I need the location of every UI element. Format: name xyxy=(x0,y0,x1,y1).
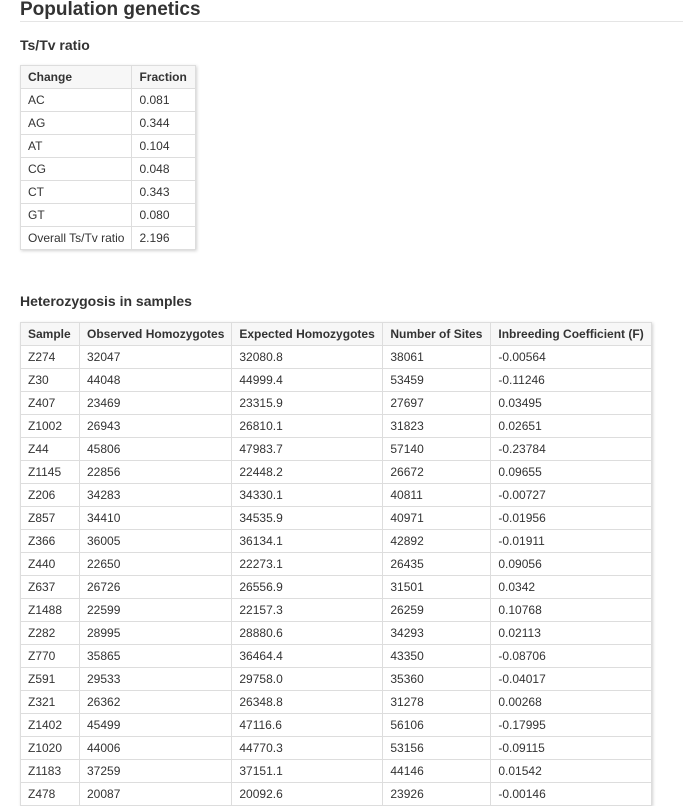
number-of-sites-cell: 31278 xyxy=(383,691,491,714)
column-header-change: Change xyxy=(21,66,132,89)
number-of-sites-cell: 26259 xyxy=(383,599,491,622)
number-of-sites-cell: 42892 xyxy=(383,530,491,553)
table-row xyxy=(21,737,652,760)
expected-homozygotes-cell: 36134.1 xyxy=(232,530,383,553)
tstv-header-row xyxy=(21,66,196,89)
inbreeding-coefficient-cell: 0.02651 xyxy=(491,415,651,438)
observed-homozygotes-cell: 28995 xyxy=(80,622,232,645)
sample-cell: Z591 xyxy=(21,668,80,691)
fraction-cell: 0.343 xyxy=(132,181,196,204)
change-cell: AC xyxy=(21,89,132,112)
table-row xyxy=(21,507,652,530)
change-cell: CG xyxy=(21,158,132,181)
column-header-inbreeding-coefficient: Inbreeding Coefficient (F) xyxy=(491,323,651,346)
observed-homozygotes-cell: 45806 xyxy=(80,438,232,461)
table-row xyxy=(21,369,652,392)
table-row xyxy=(21,158,196,181)
fraction-cell: 0.048 xyxy=(132,158,196,181)
fraction-cell: 0.104 xyxy=(132,135,196,158)
fraction-cell: 0.344 xyxy=(132,112,196,135)
number-of-sites-cell: 40971 xyxy=(383,507,491,530)
table-row xyxy=(21,484,652,507)
table-row xyxy=(21,691,652,714)
expected-homozygotes-cell: 22157.3 xyxy=(232,599,383,622)
change-cell: AG xyxy=(21,112,132,135)
change-cell: GT xyxy=(21,204,132,227)
change-cell: CT xyxy=(21,181,132,204)
table-row xyxy=(21,415,652,438)
sample-cell: Z1402 xyxy=(21,714,80,737)
tstv-table xyxy=(20,65,196,250)
number-of-sites-cell: 56106 xyxy=(383,714,491,737)
number-of-sites-cell: 40811 xyxy=(383,484,491,507)
sample-cell: Z30 xyxy=(21,369,80,392)
sample-cell: Z857 xyxy=(21,507,80,530)
table-row xyxy=(21,135,196,158)
expected-homozygotes-cell: 20092.6 xyxy=(232,783,383,806)
number-of-sites-cell: 35360 xyxy=(383,668,491,691)
inbreeding-coefficient-cell: -0.01911 xyxy=(491,530,651,553)
table-row xyxy=(21,530,652,553)
title-divider xyxy=(20,21,683,22)
heterozygosis-table xyxy=(20,322,652,806)
inbreeding-coefficient-cell: 0.0342 xyxy=(491,576,651,599)
sample-cell: Z206 xyxy=(21,484,80,507)
sample-cell: Z770 xyxy=(21,645,80,668)
sample-cell: Z1488 xyxy=(21,599,80,622)
inbreeding-coefficient-cell: 0.10768 xyxy=(491,599,651,622)
column-header-observed-homozygotes: Observed Homozygotes xyxy=(80,323,232,346)
number-of-sites-cell: 26672 xyxy=(383,461,491,484)
number-of-sites-cell: 57140 xyxy=(383,438,491,461)
observed-homozygotes-cell: 22599 xyxy=(80,599,232,622)
table-row xyxy=(21,668,652,691)
expected-homozygotes-cell: 34330.1 xyxy=(232,484,383,507)
change-cell: AT xyxy=(21,135,132,158)
inbreeding-coefficient-cell: 0.03495 xyxy=(491,392,651,415)
expected-homozygotes-cell: 44770.3 xyxy=(232,737,383,760)
column-header-number-of-sites: Number of Sites xyxy=(383,323,491,346)
sample-cell: Z282 xyxy=(21,622,80,645)
observed-homozygotes-cell: 29533 xyxy=(80,668,232,691)
column-header-sample: Sample xyxy=(21,323,80,346)
heterozygosis-header-row xyxy=(21,323,652,346)
expected-homozygotes-cell: 47983.7 xyxy=(232,438,383,461)
inbreeding-coefficient-cell: -0.01956 xyxy=(491,507,651,530)
observed-homozygotes-cell: 34283 xyxy=(80,484,232,507)
number-of-sites-cell: 53459 xyxy=(383,369,491,392)
column-header-expected-homozygotes: Expected Homozygotes xyxy=(232,323,383,346)
observed-homozygotes-cell: 26362 xyxy=(80,691,232,714)
number-of-sites-cell: 31823 xyxy=(383,415,491,438)
observed-homozygotes-cell: 23469 xyxy=(80,392,232,415)
expected-homozygotes-cell: 22273.1 xyxy=(232,553,383,576)
number-of-sites-cell: 38061 xyxy=(383,346,491,369)
table-row xyxy=(21,181,196,204)
observed-homozygotes-cell: 32047 xyxy=(80,346,232,369)
sample-cell: Z1020 xyxy=(21,737,80,760)
observed-homozygotes-cell: 26726 xyxy=(80,576,232,599)
observed-homozygotes-cell: 22650 xyxy=(80,553,232,576)
observed-homozygotes-cell: 34410 xyxy=(80,507,232,530)
inbreeding-coefficient-cell: -0.23784 xyxy=(491,438,651,461)
inbreeding-coefficient-cell: -0.00727 xyxy=(491,484,651,507)
number-of-sites-cell: 27697 xyxy=(383,392,491,415)
inbreeding-coefficient-cell: -0.00146 xyxy=(491,783,651,806)
observed-homozygotes-cell: 44006 xyxy=(80,737,232,760)
expected-homozygotes-cell: 37151.1 xyxy=(232,760,383,783)
inbreeding-coefficient-cell: -0.17995 xyxy=(491,714,651,737)
observed-homozygotes-cell: 44048 xyxy=(80,369,232,392)
inbreeding-coefficient-cell: -0.04017 xyxy=(491,668,651,691)
table-row xyxy=(21,783,652,806)
inbreeding-coefficient-cell: 0.01542 xyxy=(491,760,651,783)
expected-homozygotes-cell: 36464.4 xyxy=(232,645,383,668)
table-row xyxy=(21,622,652,645)
sample-cell: Z440 xyxy=(21,553,80,576)
column-header-fraction: Fraction xyxy=(132,66,196,89)
heterozygosis-table-body xyxy=(21,346,652,806)
observed-homozygotes-cell: 26943 xyxy=(80,415,232,438)
expected-homozygotes-cell: 47116.6 xyxy=(232,714,383,737)
observed-homozygotes-cell: 37259 xyxy=(80,760,232,783)
sample-cell: Z478 xyxy=(21,783,80,806)
table-row xyxy=(21,227,196,250)
observed-homozygotes-cell: 20087 xyxy=(80,783,232,806)
inbreeding-coefficient-cell: 0.02113 xyxy=(491,622,651,645)
observed-homozygotes-cell: 45499 xyxy=(80,714,232,737)
table-row xyxy=(21,553,652,576)
sample-cell: Z637 xyxy=(21,576,80,599)
number-of-sites-cell: 53156 xyxy=(383,737,491,760)
table-row xyxy=(21,576,652,599)
expected-homozygotes-cell: 26556.9 xyxy=(232,576,383,599)
table-row xyxy=(21,89,196,112)
inbreeding-coefficient-cell: -0.11246 xyxy=(491,369,651,392)
table-row xyxy=(21,599,652,622)
expected-homozygotes-cell: 23315.9 xyxy=(232,392,383,415)
table-row xyxy=(21,204,196,227)
expected-homozygotes-cell: 34535.9 xyxy=(232,507,383,530)
sample-cell: Z1145 xyxy=(21,461,80,484)
sample-cell: Z1002 xyxy=(21,415,80,438)
sample-cell: Z366 xyxy=(21,530,80,553)
fraction-cell: 2.196 xyxy=(132,227,196,250)
number-of-sites-cell: 43350 xyxy=(383,645,491,668)
table-row xyxy=(21,438,652,461)
number-of-sites-cell: 31501 xyxy=(383,576,491,599)
tstv-table-body xyxy=(21,89,196,250)
expected-homozygotes-cell: 28880.6 xyxy=(232,622,383,645)
observed-homozygotes-cell: 22856 xyxy=(80,461,232,484)
inbreeding-coefficient-cell: 0.09655 xyxy=(491,461,651,484)
expected-homozygotes-cell: 26810.1 xyxy=(232,415,383,438)
table-row xyxy=(21,112,196,135)
observed-homozygotes-cell: 35865 xyxy=(80,645,232,668)
page-title: Population genetics xyxy=(20,0,201,20)
fraction-cell: 0.081 xyxy=(132,89,196,112)
inbreeding-coefficient-cell: -0.00564 xyxy=(491,346,651,369)
table-row xyxy=(21,392,652,415)
number-of-sites-cell: 34293 xyxy=(383,622,491,645)
expected-homozygotes-cell: 26348.8 xyxy=(232,691,383,714)
number-of-sites-cell: 26435 xyxy=(383,553,491,576)
inbreeding-coefficient-cell: -0.09115 xyxy=(491,737,651,760)
inbreeding-coefficient-cell: 0.00268 xyxy=(491,691,651,714)
sample-cell: Z44 xyxy=(21,438,80,461)
expected-homozygotes-cell: 44999.4 xyxy=(232,369,383,392)
sample-cell: Z321 xyxy=(21,691,80,714)
table-row xyxy=(21,760,652,783)
expected-homozygotes-cell: 22448.2 xyxy=(232,461,383,484)
tstv-section-title: Ts/Tv ratio xyxy=(20,37,90,53)
inbreeding-coefficient-cell: 0.09056 xyxy=(491,553,651,576)
fraction-cell: 0.080 xyxy=(132,204,196,227)
heterozygosis-section-title: Heterozygosis in samples xyxy=(20,293,192,309)
table-row xyxy=(21,346,652,369)
table-row xyxy=(21,645,652,668)
inbreeding-coefficient-cell: -0.08706 xyxy=(491,645,651,668)
expected-homozygotes-cell: 32080.8 xyxy=(232,346,383,369)
change-cell: Overall Ts/Tv ratio xyxy=(21,227,132,250)
expected-homozygotes-cell: 29758.0 xyxy=(232,668,383,691)
sample-cell: Z407 xyxy=(21,392,80,415)
table-row xyxy=(21,461,652,484)
number-of-sites-cell: 44146 xyxy=(383,760,491,783)
table-row xyxy=(21,714,652,737)
number-of-sites-cell: 23926 xyxy=(383,783,491,806)
sample-cell: Z274 xyxy=(21,346,80,369)
observed-homozygotes-cell: 36005 xyxy=(80,530,232,553)
sample-cell: Z1183 xyxy=(21,760,80,783)
